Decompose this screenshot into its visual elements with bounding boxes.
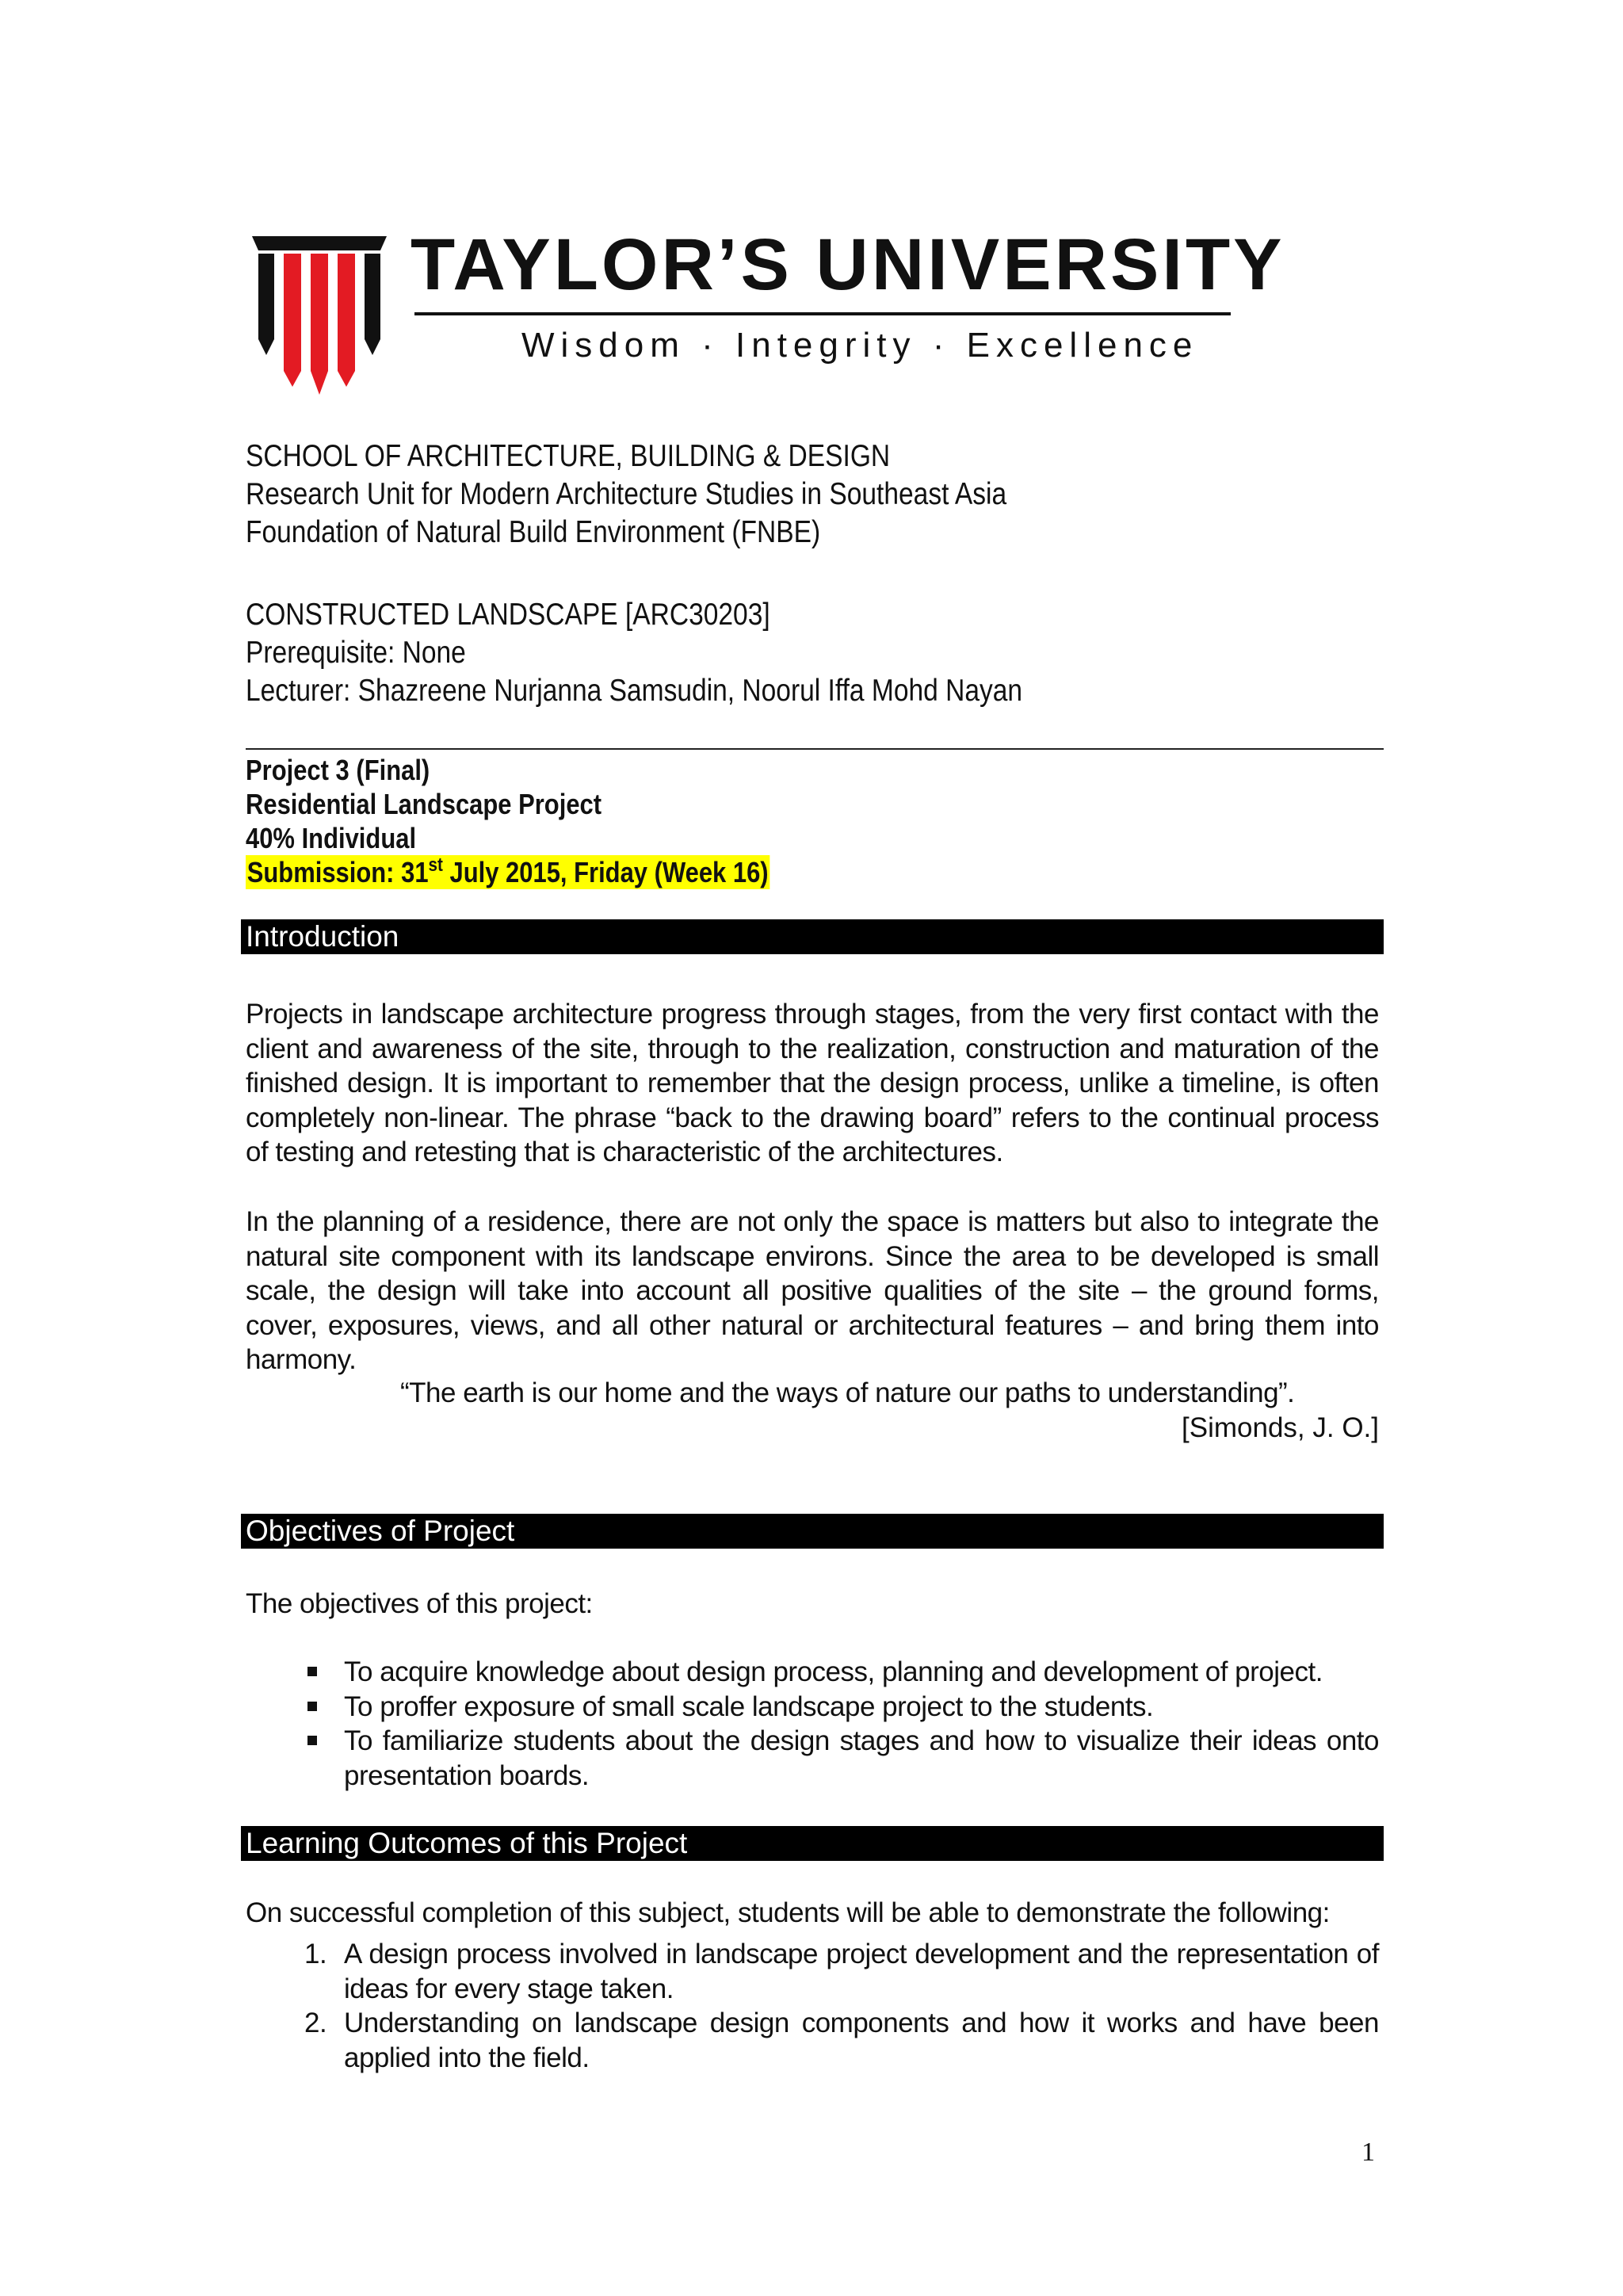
- outcomes-intro: On successful completion of this subject, students will be able to demonstrate the following:: [246, 1897, 1330, 1928]
- submission-highlight: [246, 855, 769, 889]
- objectives-list: [246, 1655, 1379, 1793]
- course-title: CONSTRUCTED LANDSCAPE [ARC30203]: [246, 598, 770, 632]
- bullet-icon: [307, 1702, 317, 1711]
- bullet-icon: [307, 1736, 317, 1745]
- objectives-heading-bar: [241, 1514, 1384, 1549]
- outcome-item: [246, 2006, 1379, 2075]
- project-weight: 40% Individual: [246, 822, 417, 854]
- quote-citation: [Simonds, J. O.]: [1182, 1412, 1379, 1443]
- outcome-item: [246, 1937, 1379, 2006]
- school-name: SCHOOL OF ARCHITECTURE, BUILDING & DESIGN: [246, 439, 891, 473]
- university-crest-icon: [252, 236, 387, 395]
- outcomes-heading: Learning Outcomes of this Project: [246, 1827, 688, 1859]
- bullet-icon: [307, 1667, 317, 1676]
- outcome-text: Understanding on landscape design components and how it works and have been applied into the field.: [344, 2008, 1379, 2073]
- introduction-heading-bar: [241, 919, 1384, 954]
- objective-item: [246, 1690, 1379, 1725]
- objective-item: [246, 1655, 1379, 1690]
- submission-date: [246, 855, 1227, 889]
- introduction-heading: Introduction: [246, 920, 399, 953]
- introduction-paragraph-1: Projects in landscape architecture progress through stages, from the very first contact with the client and awareness of the site, through to the realization, construction and maturation of the finished design. It is important to remember that the design process, unlike a timeline, is often completely non-linear. The phrase “back to the drawing board” refers to the continual process of testing and retesting that is characteristic of the architectures.: [246, 999, 1379, 1168]
- quote: “The earth is our home and the ways of nature our paths to understanding”.: [400, 1377, 1295, 1408]
- outcomes-list: [246, 1937, 1379, 2075]
- objective-text: To proffer exposure of small scale landscape project to the students.: [344, 1690, 1154, 1722]
- course-header: [246, 596, 1387, 710]
- logo-wordmark: TAYLOR’S UNIVERSITY: [411, 224, 1285, 305]
- objective-item: [246, 1724, 1379, 1793]
- outcomes-heading-bar: [241, 1826, 1384, 1861]
- university-logo: [252, 224, 1285, 411]
- submission-suffix: July 2015, Friday (Week 16): [442, 856, 769, 888]
- page-number: 1: [1361, 2137, 1375, 2167]
- project-number: Project 3 (Final): [246, 754, 430, 786]
- project-details: [246, 753, 1387, 889]
- outcome-number: 1.: [304, 1939, 327, 1969]
- header-divider: [246, 748, 1384, 750]
- logo-tagline: Wisdom · Integrity · Excellence: [521, 326, 1199, 365]
- lecturer: Lecturer: Shazreene Nurjanna Samsudin, Noorul Iffa Mohd Nayan: [246, 674, 1023, 708]
- objectives-intro: The objectives of this project:: [246, 1588, 593, 1619]
- objective-text: To familiarize students about the design stages and how to visualize their ideas onto presentation boards.: [344, 1725, 1379, 1791]
- objective-text: To acquire knowledge about design process, planning and development of project.: [344, 1656, 1323, 1687]
- objectives-heading: Objectives of Project: [246, 1515, 515, 1547]
- submission-prefix: Submission: 31: [246, 856, 429, 888]
- school-header: [246, 437, 1387, 552]
- foundation-name: Foundation of Natural Build Environment (FNBE): [246, 515, 821, 549]
- introduction-paragraph-2: In the planning of a residence, there are not only the space is matters but also to integrate the natural site component with its landscape environs. Since the area to be developed is small scale, the design will take into account all positive qualities of the site – the ground forms, cover, exposures, views, and all other natural or architectural features – and bring them into harmony.: [246, 1206, 1379, 1376]
- logo-divider: [414, 312, 1231, 315]
- research-unit: Research Unit for Modern Architecture Studies in Southeast Asia: [246, 477, 1007, 511]
- prerequisite: Prerequisite: None: [246, 636, 466, 670]
- submission-ordinal: st: [428, 854, 443, 876]
- outcome-text: A design process involved in landscape project development and the representation of ideas for every stage taken.: [344, 1939, 1379, 2004]
- outcome-number: 2.: [304, 2008, 327, 2039]
- project-title: Residential Landscape Project: [246, 788, 602, 820]
